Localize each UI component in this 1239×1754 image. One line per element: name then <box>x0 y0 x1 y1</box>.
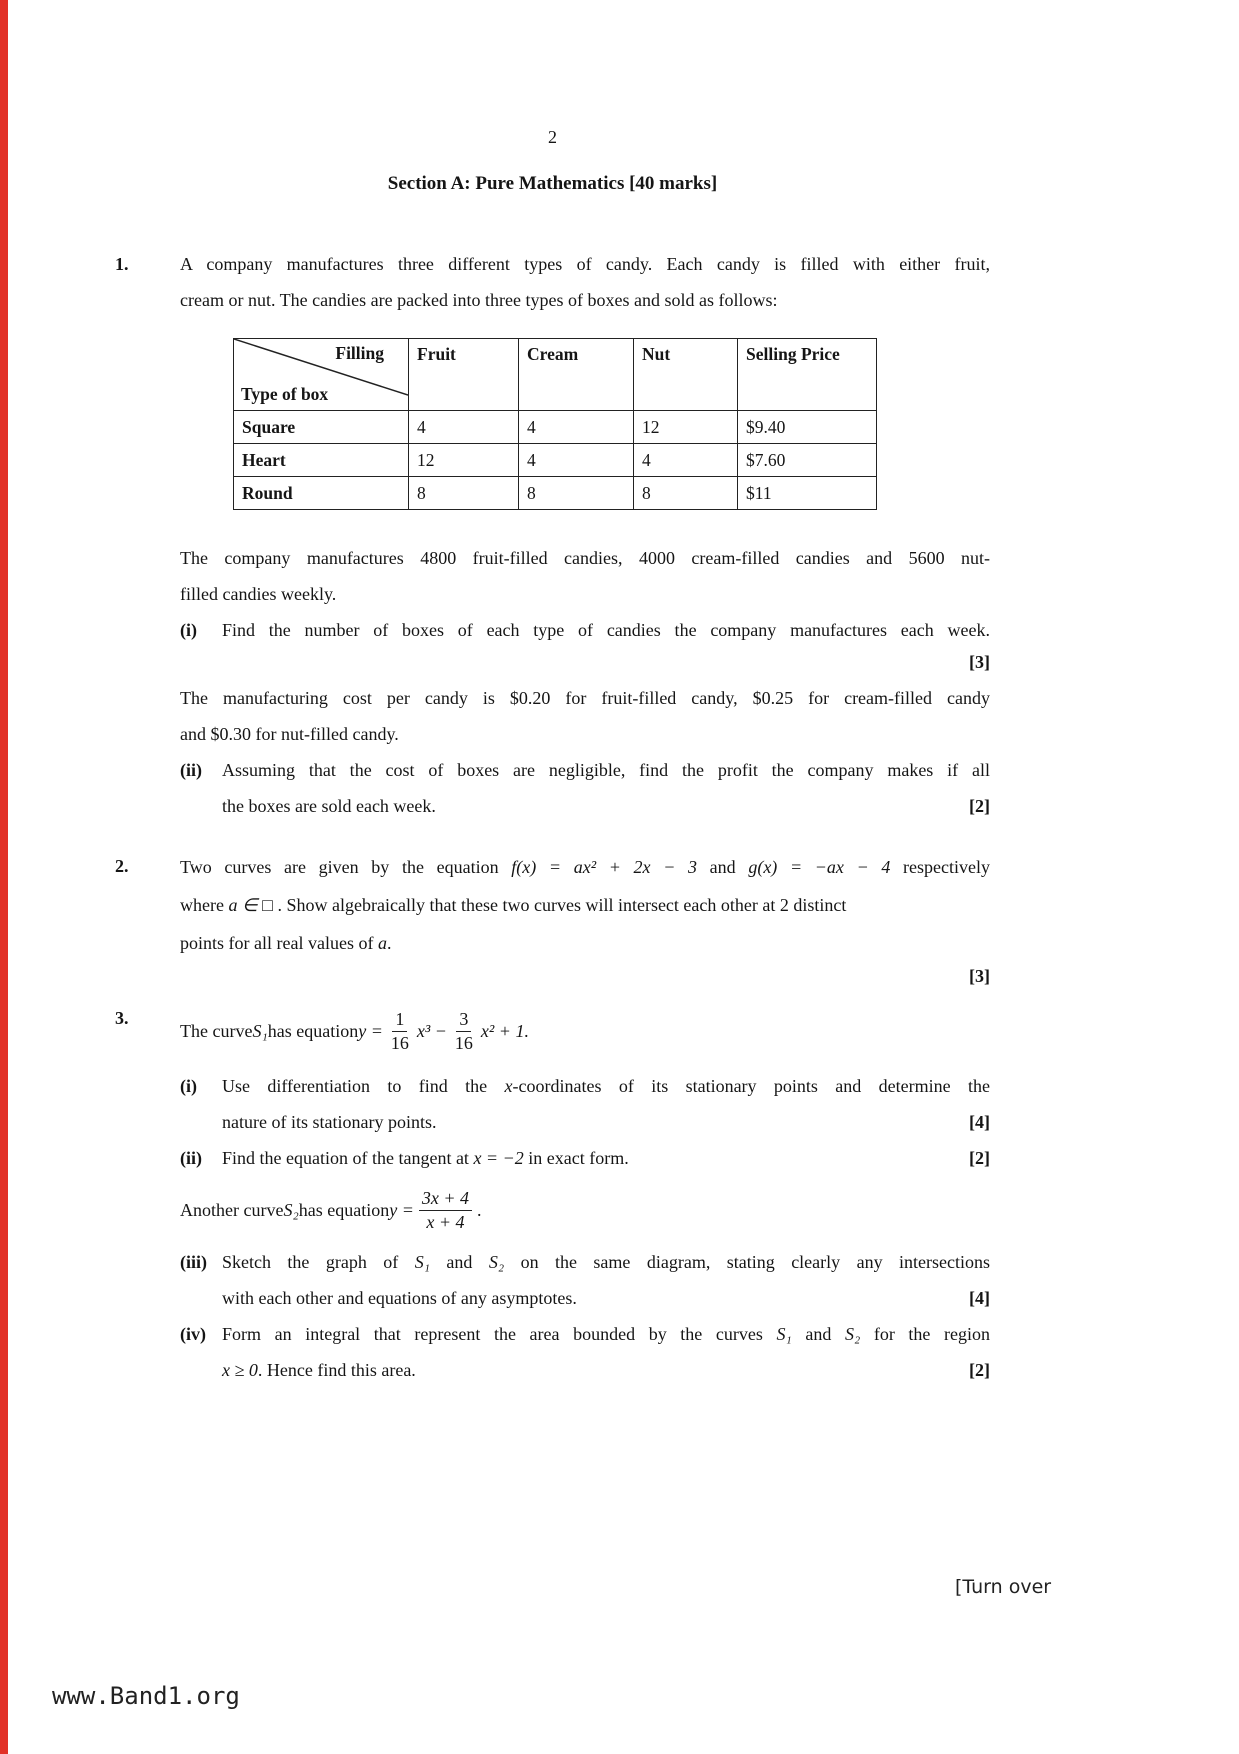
q3-curve-s2: S₂ <box>283 1199 299 1220</box>
q1-part-ii <box>180 752 990 824</box>
q2-line3 <box>180 924 990 962</box>
q1-part-ii-line1: Assuming that the cost of boxes are negligible, find the profit the company makes if all <box>222 760 990 780</box>
q2-a-in-reals: a ∈ □ <box>228 895 274 915</box>
q2-text: . Show algebraically that these two curves will intersect each other at 2 distinct <box>273 895 847 915</box>
question-1 <box>115 246 990 824</box>
part-ii-label: (ii) <box>180 760 202 780</box>
q1-part-i <box>180 612 990 648</box>
q3-part-ii-text <box>222 1140 629 1176</box>
table-header-row <box>234 339 877 411</box>
cell: 8 <box>634 477 738 510</box>
q3-part-i-line1 <box>222 1068 990 1104</box>
q3-text: Find the equation of the tangent at <box>222 1148 474 1168</box>
q3-curve-s1: S₁ <box>776 1324 792 1344</box>
cell: $11 <box>738 477 877 510</box>
part-iii-label: (iii) <box>180 1252 207 1272</box>
q3-x-squared-term: x² + 1. <box>480 1020 529 1041</box>
table-row <box>234 444 877 477</box>
q3-text: The curve <box>180 1020 253 1041</box>
col-header-selling-price: Selling Price <box>738 339 877 411</box>
question-3-number: 3. <box>115 1008 129 1028</box>
fraction-1-16 <box>388 1008 412 1055</box>
q1-part-ii-line2: the boxes are sold each week. <box>222 796 436 816</box>
col-header-nut: Nut <box>634 339 738 411</box>
q1-intro-line2: cream or nut. The candies are packed into three types of boxes and sold as follows: <box>180 290 778 310</box>
q3-curve-s2: S₂ <box>488 1252 505 1272</box>
q2-text: . <box>386 933 392 953</box>
q3-curve-s1: S₁ <box>414 1252 430 1272</box>
q3-var-x: x <box>504 1076 513 1096</box>
cell: $9.40 <box>738 411 877 444</box>
q2-gx-equation: g(x) = −ax − 4 <box>748 857 891 877</box>
q2-text: Two curves are given by the equation <box>180 857 512 877</box>
q1-part-ii-marks: [2] <box>969 796 990 816</box>
q3-text: on the same diagram, stating clearly any intersections <box>504 1252 990 1272</box>
q3-text: and <box>429 1252 489 1272</box>
q1-para2-line2: and $0.30 for nut-filled candy. <box>180 724 399 744</box>
q3-another-curve-line <box>180 1176 990 1244</box>
cell: 12 <box>409 444 519 477</box>
fraction-numerator: 1 <box>392 1008 407 1032</box>
q1-para1-line2: filled candies weekly. <box>180 584 337 604</box>
q3-part-iv <box>180 1316 990 1388</box>
q3-text: Form an integral that represent the area bounded by the curves <box>222 1324 777 1344</box>
section-title: Section A: Pure Mathematics [40 marks] <box>387 173 718 194</box>
page-number: 2 <box>548 127 557 147</box>
fraction-numerator: 3x + 4 <box>419 1187 472 1211</box>
q3-text: has equation <box>298 1199 390 1220</box>
fraction-denominator: x + 4 <box>426 1211 465 1232</box>
q3-text: has equation <box>267 1020 359 1041</box>
q3-part-ii-marks: [2] <box>969 1148 990 1168</box>
q3-headline <box>180 1000 990 1062</box>
part-iv-label: (iv) <box>180 1324 206 1344</box>
turn-over-note: [Turn over <box>955 1576 1052 1598</box>
q3-y-equals: y = <box>389 1199 414 1220</box>
cell: 4 <box>519 444 634 477</box>
fraction-numerator: 3 <box>456 1008 471 1032</box>
cell: 8 <box>519 477 634 510</box>
cell: 4 <box>519 411 634 444</box>
q3-text: Use differentiation to find the <box>222 1076 505 1096</box>
q1-part-i-text: Find the number of boxes of each type of candies the company manufactures each week. <box>222 620 990 640</box>
q1-para1-line1: The company manufactures 4800 fruit-filled candies, 4000 cream-filled candies and 5600 nut- <box>180 548 990 568</box>
candy-box-table <box>233 338 877 510</box>
q3-part-i-line2: nature of its stationary points. <box>222 1112 437 1132</box>
q2-text: points for all real values of <box>180 933 378 953</box>
q3-curve-s1: S₁ <box>252 1020 268 1041</box>
q3-part-iii <box>180 1244 990 1316</box>
cell: 12 <box>634 411 738 444</box>
q3-text: and <box>791 1324 845 1344</box>
q3-part-iv-line2 <box>222 1352 416 1388</box>
q3-text: in exact form. <box>523 1148 629 1168</box>
question-1-number: 1. <box>115 254 129 274</box>
cell: 8 <box>409 477 519 510</box>
page-content <box>115 0 990 1388</box>
col-header-cream: Cream <box>519 339 634 411</box>
fraction-3-16 <box>452 1008 476 1055</box>
q2-line1 <box>180 848 990 886</box>
fraction-denominator: 16 <box>454 1032 473 1053</box>
corner-label-type-of-box: Type of box <box>241 384 329 404</box>
q2-fx-equation: f(x) = ax² + 2x − 3 <box>511 857 698 877</box>
q3-part-iii-line1 <box>222 1244 990 1280</box>
q3-part-ii <box>180 1140 990 1176</box>
part-ii-label: (ii) <box>180 1148 202 1168</box>
cell: $7.60 <box>738 444 877 477</box>
q2-text: and <box>697 857 749 877</box>
table-row <box>234 411 877 444</box>
question-2 <box>115 848 990 990</box>
q2-marks: [3] <box>969 966 990 986</box>
q1-intro-line1: A company manufactures three different types of candy. Each candy is filled with either fruit, <box>180 254 990 274</box>
q3-text: . Hence find this area. <box>257 1360 416 1380</box>
q3-text: for the region <box>860 1324 990 1344</box>
table-corner-cell <box>234 339 409 411</box>
q2-var-a: a <box>377 933 387 953</box>
q3-part-iv-line1 <box>222 1316 990 1352</box>
q3-y-equals: y = <box>358 1020 383 1041</box>
row-label: Heart <box>234 444 409 477</box>
q3-x-ge-0: x ≥ 0 <box>222 1360 258 1380</box>
table-row <box>234 477 877 510</box>
q3-curve-s2: S₂ <box>844 1324 861 1344</box>
corner-label-filling: Filling <box>335 343 384 363</box>
footer-url: www.Band1.org <box>52 1682 240 1710</box>
row-label: Square <box>234 411 409 444</box>
q3-text: . <box>477 1199 482 1220</box>
q1-part-i-marks: [3] <box>969 652 990 672</box>
question-2-number: 2. <box>115 856 129 876</box>
q3-text: -coordinates of its stationary points and determine the <box>512 1076 990 1096</box>
q3-text: Another curve <box>180 1199 284 1220</box>
cell: 4 <box>634 444 738 477</box>
fraction-denominator: 16 <box>390 1032 409 1053</box>
q2-text: respectively <box>890 857 990 877</box>
q3-part-iii-marks: [4] <box>969 1288 990 1308</box>
q2-text: where <box>180 895 229 915</box>
q3-text: Sketch the graph of <box>222 1252 415 1272</box>
question-3 <box>115 1000 990 1388</box>
q3-part-i <box>180 1068 990 1140</box>
q3-part-i-marks: [4] <box>969 1112 990 1132</box>
part-i-label: (i) <box>180 1076 197 1096</box>
row-label: Round <box>234 477 409 510</box>
q3-x-equals-minus2: x = −2 <box>473 1148 524 1168</box>
q3-part-iv-marks: [2] <box>969 1360 990 1380</box>
q3-part-iii-line2: with each other and equations of any asymptotes. <box>222 1288 577 1308</box>
col-header-fruit: Fruit <box>409 339 519 411</box>
part-i-label: (i) <box>180 620 197 640</box>
q1-para2-line1: The manufacturing cost per candy is $0.20 for fruit-filled candy, $0.25 for cream-filled candy <box>180 688 990 708</box>
left-edge-strip <box>0 0 8 1754</box>
fraction-3x4-x4 <box>419 1187 472 1234</box>
q3-x-cubed-term: x³ − <box>416 1020 447 1041</box>
cell: 4 <box>409 411 519 444</box>
q2-line2 <box>180 886 990 924</box>
